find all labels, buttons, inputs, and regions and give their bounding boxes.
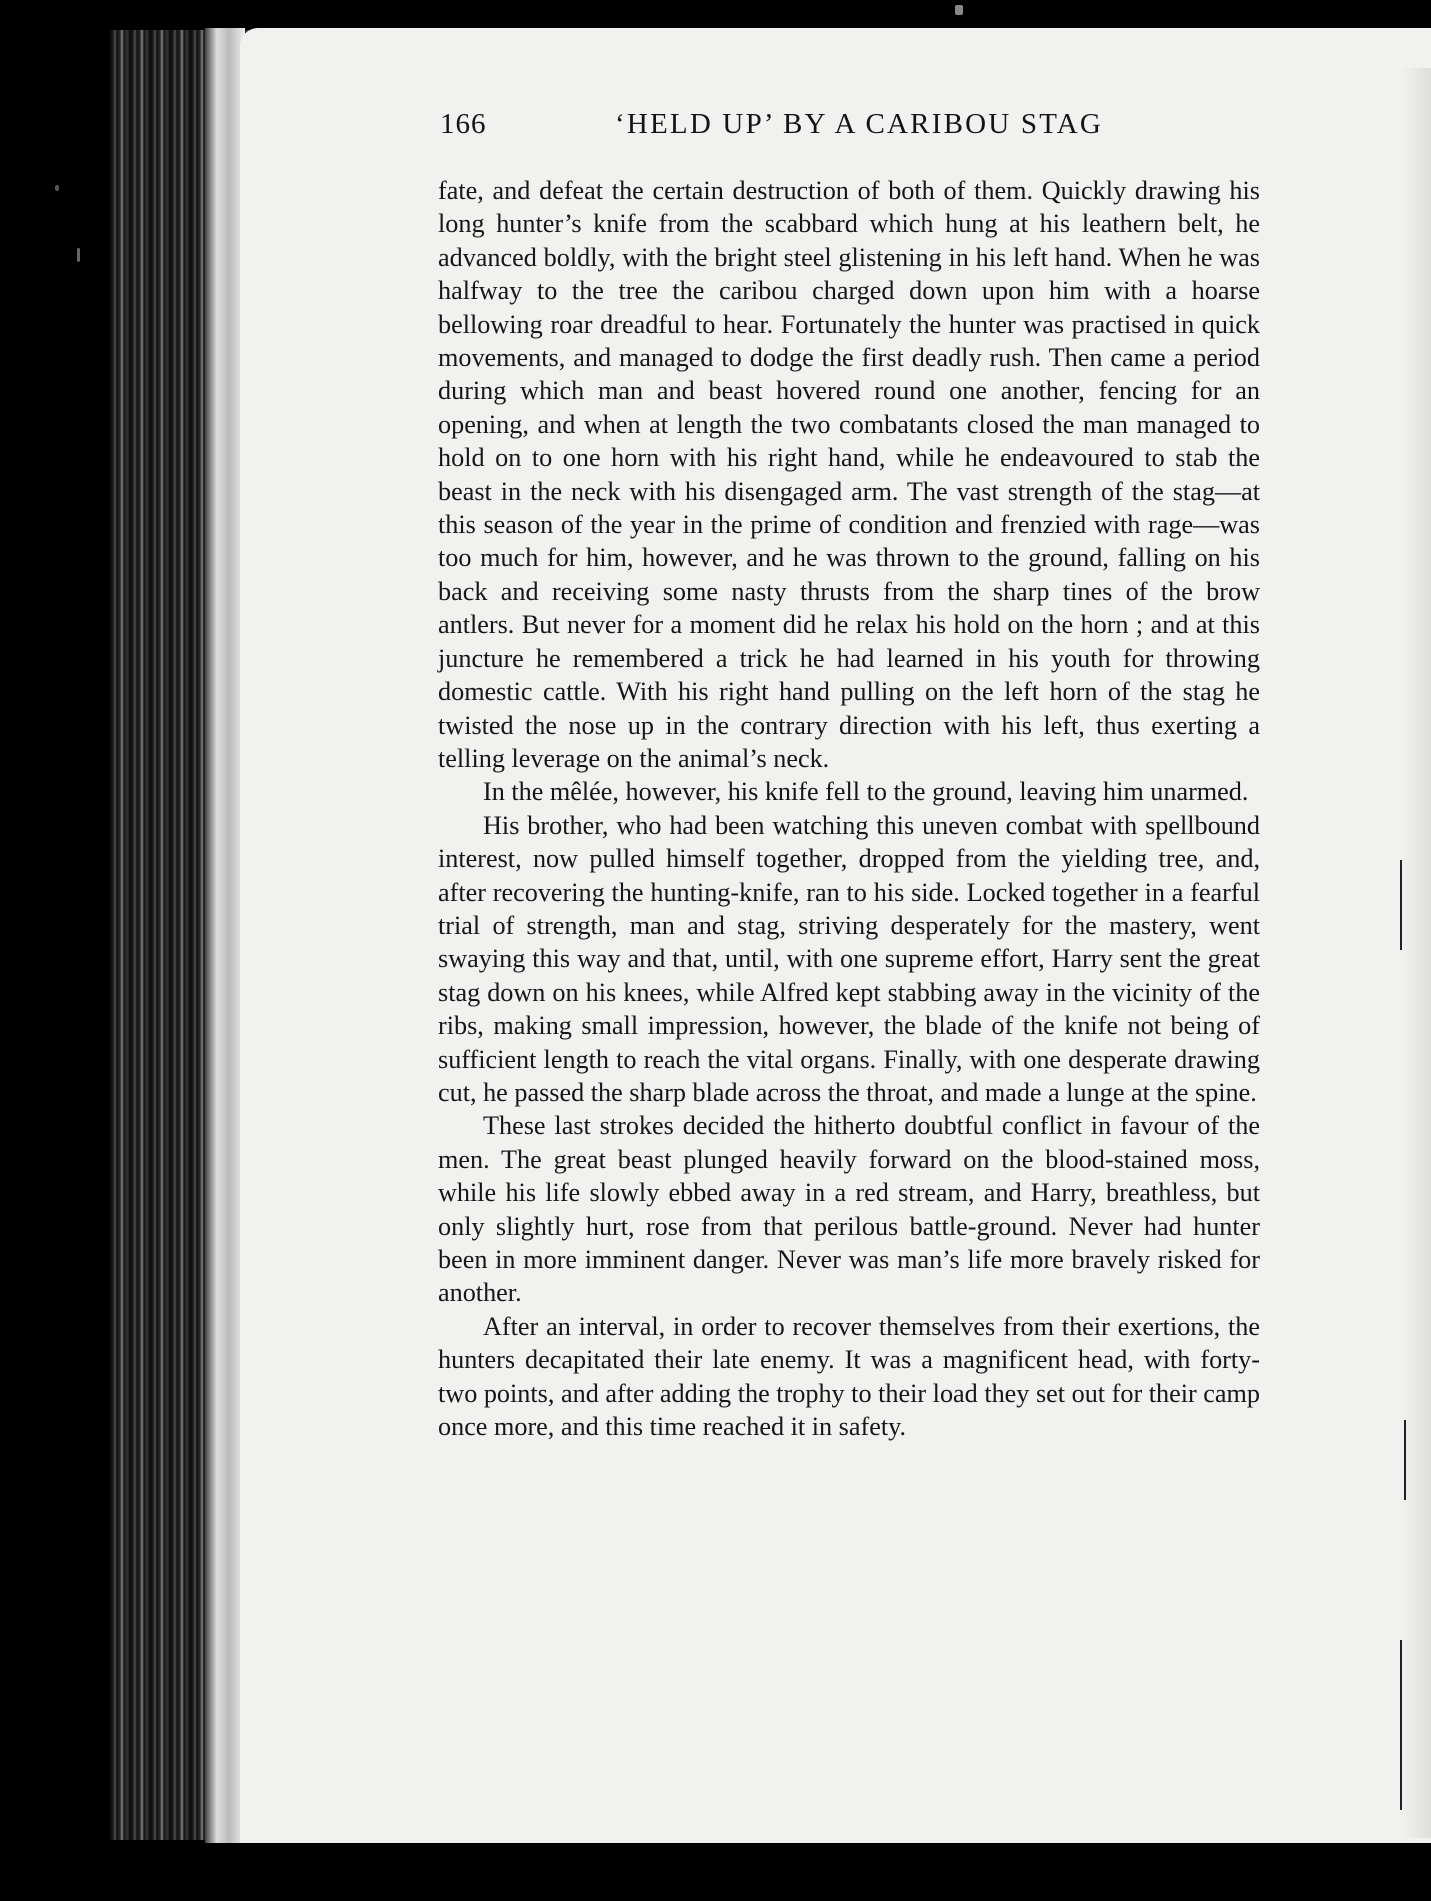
page-header xyxy=(440,108,1140,148)
page-edge-shadow xyxy=(1401,68,1431,1838)
scan-speck xyxy=(955,5,963,15)
page-number: 166 xyxy=(440,108,487,140)
running-title: ‘HELD UP’ BY A CARIBOU STAG xyxy=(615,108,1104,140)
paragraph: After an interval, in order to recover themselves from their exertions, the hunters decapitated their late enemy. It was a magnificent head, with forty-two points, and after adding the trophy to their load they set out for their camp once more, and this time reached it in safety. xyxy=(438,1311,1260,1442)
scan-speck xyxy=(55,185,59,191)
body-text xyxy=(438,174,1260,1443)
page-gutter xyxy=(205,28,245,1843)
paragraph: These last strokes decided the hitherto doubtful conflict in favour of the men. The great beast plunged heavily forward on the blood-stained moss, while his life slowly ebbed away in a red stream, and Harry, breathless, but only slightly hurt, rose from that perilous battle-ground. Never had hunter been in more imminent danger. Never was man’s life more bravely risked for another. xyxy=(438,1111,1260,1308)
margin-mark xyxy=(1404,1420,1406,1500)
paragraph: In the mêlée, however, his knife fell to the ground, leaving him unarmed. xyxy=(483,777,1249,807)
margin-mark xyxy=(1400,1640,1402,1810)
paragraph: fate, and defeat the certain destruction of both of them. Quickly drawing his long hunter’s knife from the scabbard which hung at his leathern belt, he advanced boldly, with the bright steel glistening in his left hand. When he was halfway to the tree the caribou charged down upon him with a hoarse bellowing roar dreadful to hear. Fortunately the hunter was practised in quick movements, and managed to dodge the first deadly rush. Then came a period during which man and beast hovered round one another, fencing for an opening, and when at length the two combatants closed the man managed to hold on to one horn with his right hand, while he endeavoured to stab the beast in the neck with his disengaged arm. The vast strength of the stag—at this season of the year in the prime of condition and frenzied with rage—was too much for him, however, and he was thrown to the ground, falling on his back and receiving some nasty thrusts from the sharp tines of the brow antlers. But never for a moment did he relax his hold on the horn ; and at this juncture he remembered a trick he had learned in his youth for throwing domestic cattle. With his right hand pulling on the left horn of the stag he twisted the nose up in the contrary direction with his left, thus exerting a telling leverage on the animal’s neck. xyxy=(438,176,1260,773)
margin-mark xyxy=(1400,860,1402,950)
paragraph: His brother, who had been watching this uneven combat with spellbound interest, now pulled himself together, dropped from the yielding tree, and, after recovering the hunting-knife, ran to his side. Locked together in a fearful trial of strength, man and stag, striving desperately for the mastery, went swaying this way and that, until, with one supreme effort, Harry sent the great stag down on his knees, while Alfred kept stabbing away in the vicinity of the ribs, making small impression, however, the blade of the knife not being of sufficient length to reach the vital organs. Finally, with one desperate drawing cut, he passed the sharp blade across the throat, and made a lunge at the spine. xyxy=(438,810,1260,1107)
scan-speck xyxy=(77,248,80,262)
